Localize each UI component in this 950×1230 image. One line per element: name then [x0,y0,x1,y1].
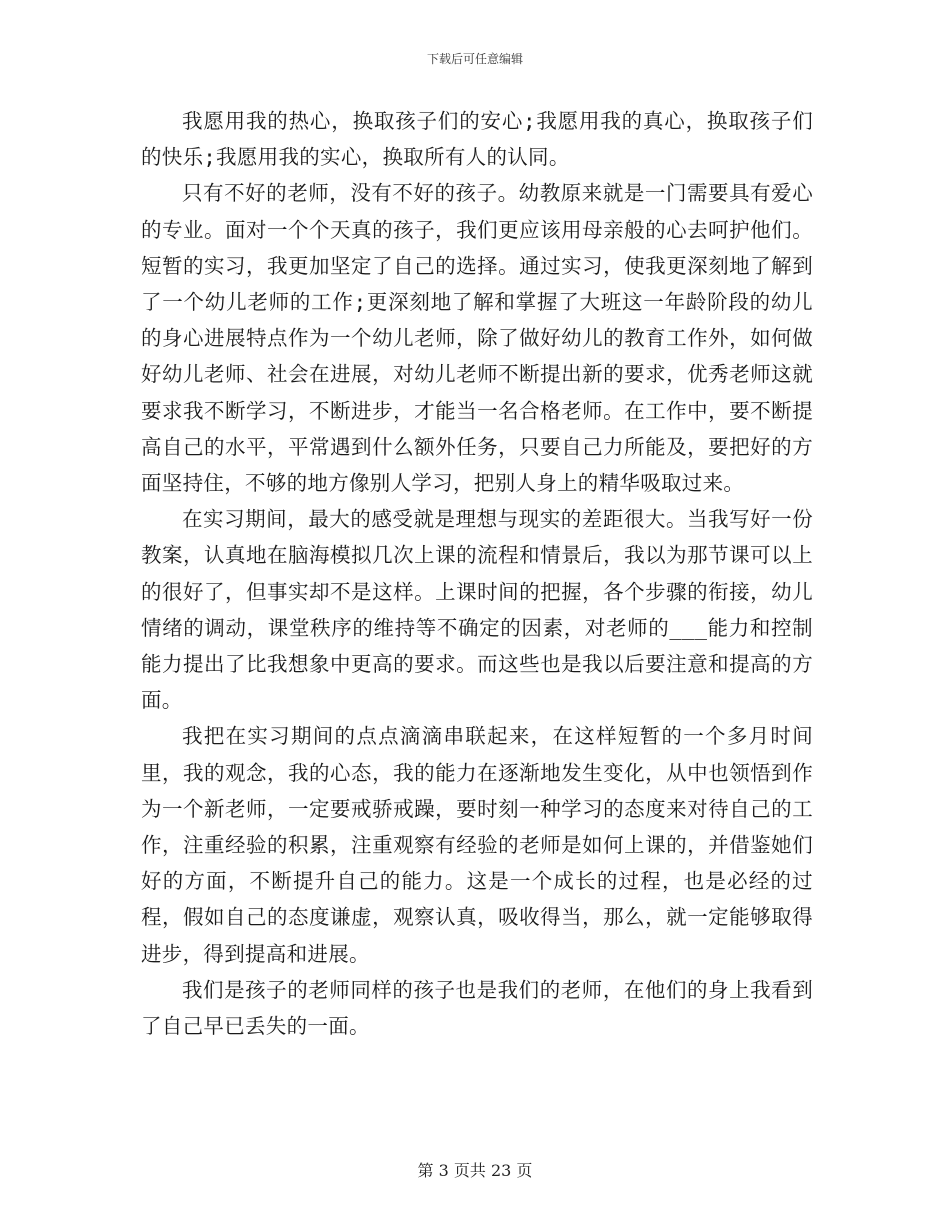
paragraph: 我把在实习期间的点点滴滴串联起来，在这样短暂的一个多月时间里，我的观念，我的心态，我的能力在逐渐地发生变化，从中也领悟到作为一个新老师，一定要戒骄戒躁，要时刻一种学习的态度来对待自己的工作，注重经验的积累，注重观察有经验的老师是如何上课的，并借鉴她们好的方面，不断提升自己的能力。这是一个成长的过程，也是必经的过程，假如自己的态度谦虚，观察认真，吸收得当，那么，就一定能够取得进步，得到提高和进展。 [141,724,813,966]
page-header: 下载后可任意编辑 [426,52,523,66]
document-body [141,103,813,1044]
paragraph: 在实习期间，最大的感受就是理想与现实的差距很大。当我写好一份教案，认真地在脑海模拟几次上课的流程和情景后，我以为那节课可以上的很好了，但事实却不是这样。上课时间的把握，各个步骤的衔接，幼儿情绪的调动，课堂秩序的维持等不确定的因素，对老师的___能力和控制能力提出了比我想象中更高的要求。而这些也是我以后要注意和提高的方面。 [141,507,813,713]
page-number: 第 3 页共 23 页 [417,1161,533,1180]
paragraph: 只有不好的老师，没有不好的孩子。幼教原来就是一门需要具有爱心的专业。面对一个个天真的孩子，我们更应该用母亲般的心去呵护他们。短暂的实习，我更加坚定了自己的选择。通过实习，使我更深刻地了解到了一个幼儿老师的工作;更深刻地了解和掌握了大班这一年龄阶段的幼儿的身心进展特点作为一个幼儿老师，除了做好幼儿的教育工作外，如何做好幼儿老师、社会在进展，对幼儿老师不断提出新的要求，优秀老师这就要求我不断学习，不断进步，才能当一名合格老师。在工作中，要不断提高自己的水平，平常遇到什么额外任务，只要自己力所能及，要把好的方面坚持住，不够的地方像别人学习，把别人身上的精华吸取过来。 [141,181,813,496]
paragraph: 我们是孩子的老师同样的孩子也是我们的老师，在他们的身上我看到了自己早已丢失的一面。 [141,977,813,1039]
paragraph: 我愿用我的热心，换取孩子们的安心;我愿用我的真心，换取孩子们的快乐;我愿用我的实心，换取所有人的认同。 [141,109,813,170]
